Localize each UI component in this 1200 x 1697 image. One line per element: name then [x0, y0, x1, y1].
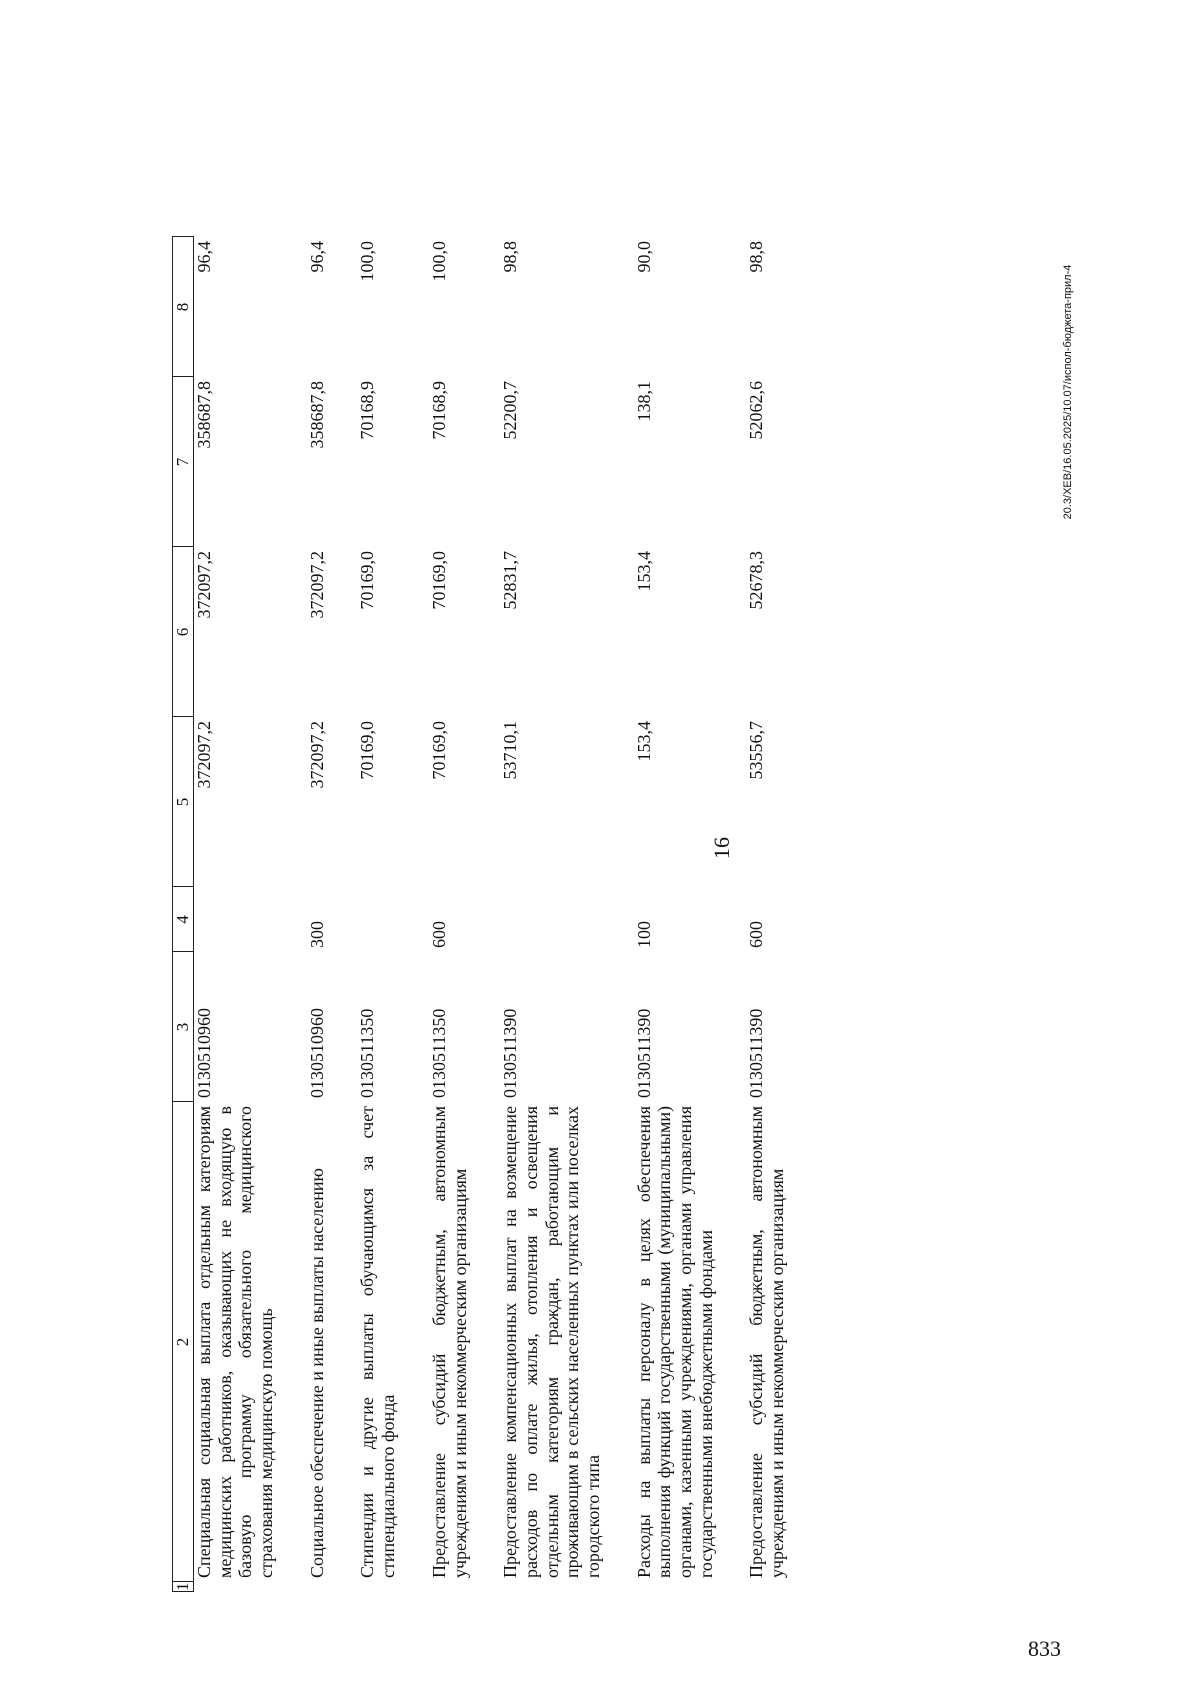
row-col6: 372097,2 — [194, 551, 214, 619]
row-col5: 53556,7 — [746, 721, 767, 780]
row-name: Расходы на выплаты персоналу в целях обеспечения выполнения функций государственными (муниципальными) органами, казенными учреждениями, органами управления государственными внебюджетными фондами — [633, 1106, 716, 1578]
row-col1 — [429, 1582, 500, 1592]
sheet-number: 833 — [1028, 1636, 1061, 1661]
row-col6: 52678,3 — [746, 551, 767, 610]
row-code: 0130511390 — [746, 1008, 767, 1098]
row-expense-type: 600 — [428, 921, 449, 948]
row-col5: 372097,2 — [194, 721, 214, 789]
row-col1 — [746, 1582, 817, 1592]
row-code: 0130510960 — [306, 1008, 327, 1098]
header-row — [173, 237, 194, 1592]
row-expense-type — [194, 887, 307, 952]
header-col-8: 8 — [173, 237, 194, 377]
row-col8: 96,4 — [194, 241, 214, 273]
table-header — [173, 237, 194, 1592]
row-col6: 153,4 — [633, 551, 654, 592]
row-col7: 52062,6 — [746, 381, 767, 440]
row-name: Специальная социальная выплата отдельным категориям медицинских работников, оказывающих не входящую в базовую программу обязательного медицинского страхования медицинскую помощь — [194, 1106, 277, 1578]
row-col8: 100,0 — [428, 241, 449, 282]
row-col5: 153,4 — [633, 721, 654, 762]
header-col-3: 3 — [173, 952, 194, 1102]
header-col-1: 1 — [173, 1582, 193, 1591]
row-name: Социальное обеспечение и иные выплаты населению — [306, 1168, 327, 1578]
header-col-7: 7 — [173, 377, 194, 547]
row-col1 — [357, 1582, 428, 1592]
row-col7: 358687,8 — [194, 381, 214, 449]
row-expense-type — [357, 887, 428, 952]
header-col-6: 6 — [173, 547, 194, 717]
row-col8: 100,0 — [357, 241, 378, 282]
row-col6: 70169,0 — [428, 551, 449, 610]
table-row — [357, 237, 428, 1592]
document-stamp: 20.3/ХЕВ/16.05.2025/10.07/испол-бюджета-прил-4 — [1062, 264, 1074, 520]
table-row — [307, 237, 358, 1592]
row-code: 0130511390 — [500, 1008, 521, 1098]
row-col7: 52200,7 — [500, 381, 521, 440]
row-col5: 372097,2 — [306, 721, 327, 789]
row-name: Стипендии и другие выплаты обучающимся за счет стипендиального фонда — [357, 1106, 399, 1578]
row-col7: 138,1 — [633, 381, 654, 422]
budget-table — [172, 237, 818, 1593]
row-col1 — [194, 1582, 307, 1592]
row-col5: 70169,0 — [428, 721, 449, 780]
header-col-2: 2 — [173, 1102, 194, 1582]
row-col8: 98,8 — [500, 241, 521, 273]
row-col6: 372097,2 — [306, 551, 327, 619]
row-expense-type: 600 — [746, 921, 767, 948]
row-code: 0130511350 — [357, 1008, 378, 1098]
table-body — [194, 237, 818, 1592]
row-name: Предоставление компенсационных выплат на возмещение расходов по оплате жилья, отопления и освещения отдельным категориям граждан, работающим и проживающим в сельских населенных пунктах или поселках городского типа — [500, 1106, 603, 1578]
row-code: 0130511390 — [633, 1008, 654, 1098]
header-col-5: 5 — [173, 717, 194, 887]
row-col8: 98,8 — [746, 241, 767, 273]
table-row — [500, 237, 633, 1592]
row-name: Предоставление субсидий бюджетным, автономным учреждениям и иным некоммерческим организациям — [428, 1106, 470, 1578]
table-row — [746, 237, 817, 1592]
row-expense-type: 300 — [306, 921, 327, 948]
table-row — [194, 237, 307, 1592]
row-col6: 70169,0 — [357, 551, 378, 610]
row-name: Предоставление субсидий бюджетным, автономным учреждениям и иным некоммерческим организациям — [746, 1106, 788, 1578]
row-code: 0130510960 — [194, 1008, 214, 1098]
row-col6: 52831,7 — [500, 551, 521, 610]
header-col-4: 4 — [173, 887, 194, 952]
table-row — [634, 237, 747, 1592]
row-expense-type — [500, 887, 633, 952]
row-col1 — [634, 1582, 747, 1592]
budget-table-container — [172, 50, 1172, 1592]
row-col1 — [500, 1582, 633, 1592]
row-col5: 70169,0 — [357, 721, 378, 780]
row-col8: 90,0 — [633, 241, 654, 273]
row-expense-type: 100 — [633, 921, 654, 948]
row-col7: 358687,8 — [306, 381, 327, 449]
row-col7: 70168,9 — [428, 381, 449, 440]
row-col1 — [307, 1582, 358, 1592]
row-col7: 70168,9 — [357, 381, 378, 440]
page-number: 16 — [709, 837, 734, 859]
row-code: 0130511350 — [428, 1008, 449, 1098]
table-row — [429, 237, 500, 1592]
row-col5: 53710,1 — [500, 721, 521, 780]
row-col8: 96,4 — [306, 241, 327, 273]
